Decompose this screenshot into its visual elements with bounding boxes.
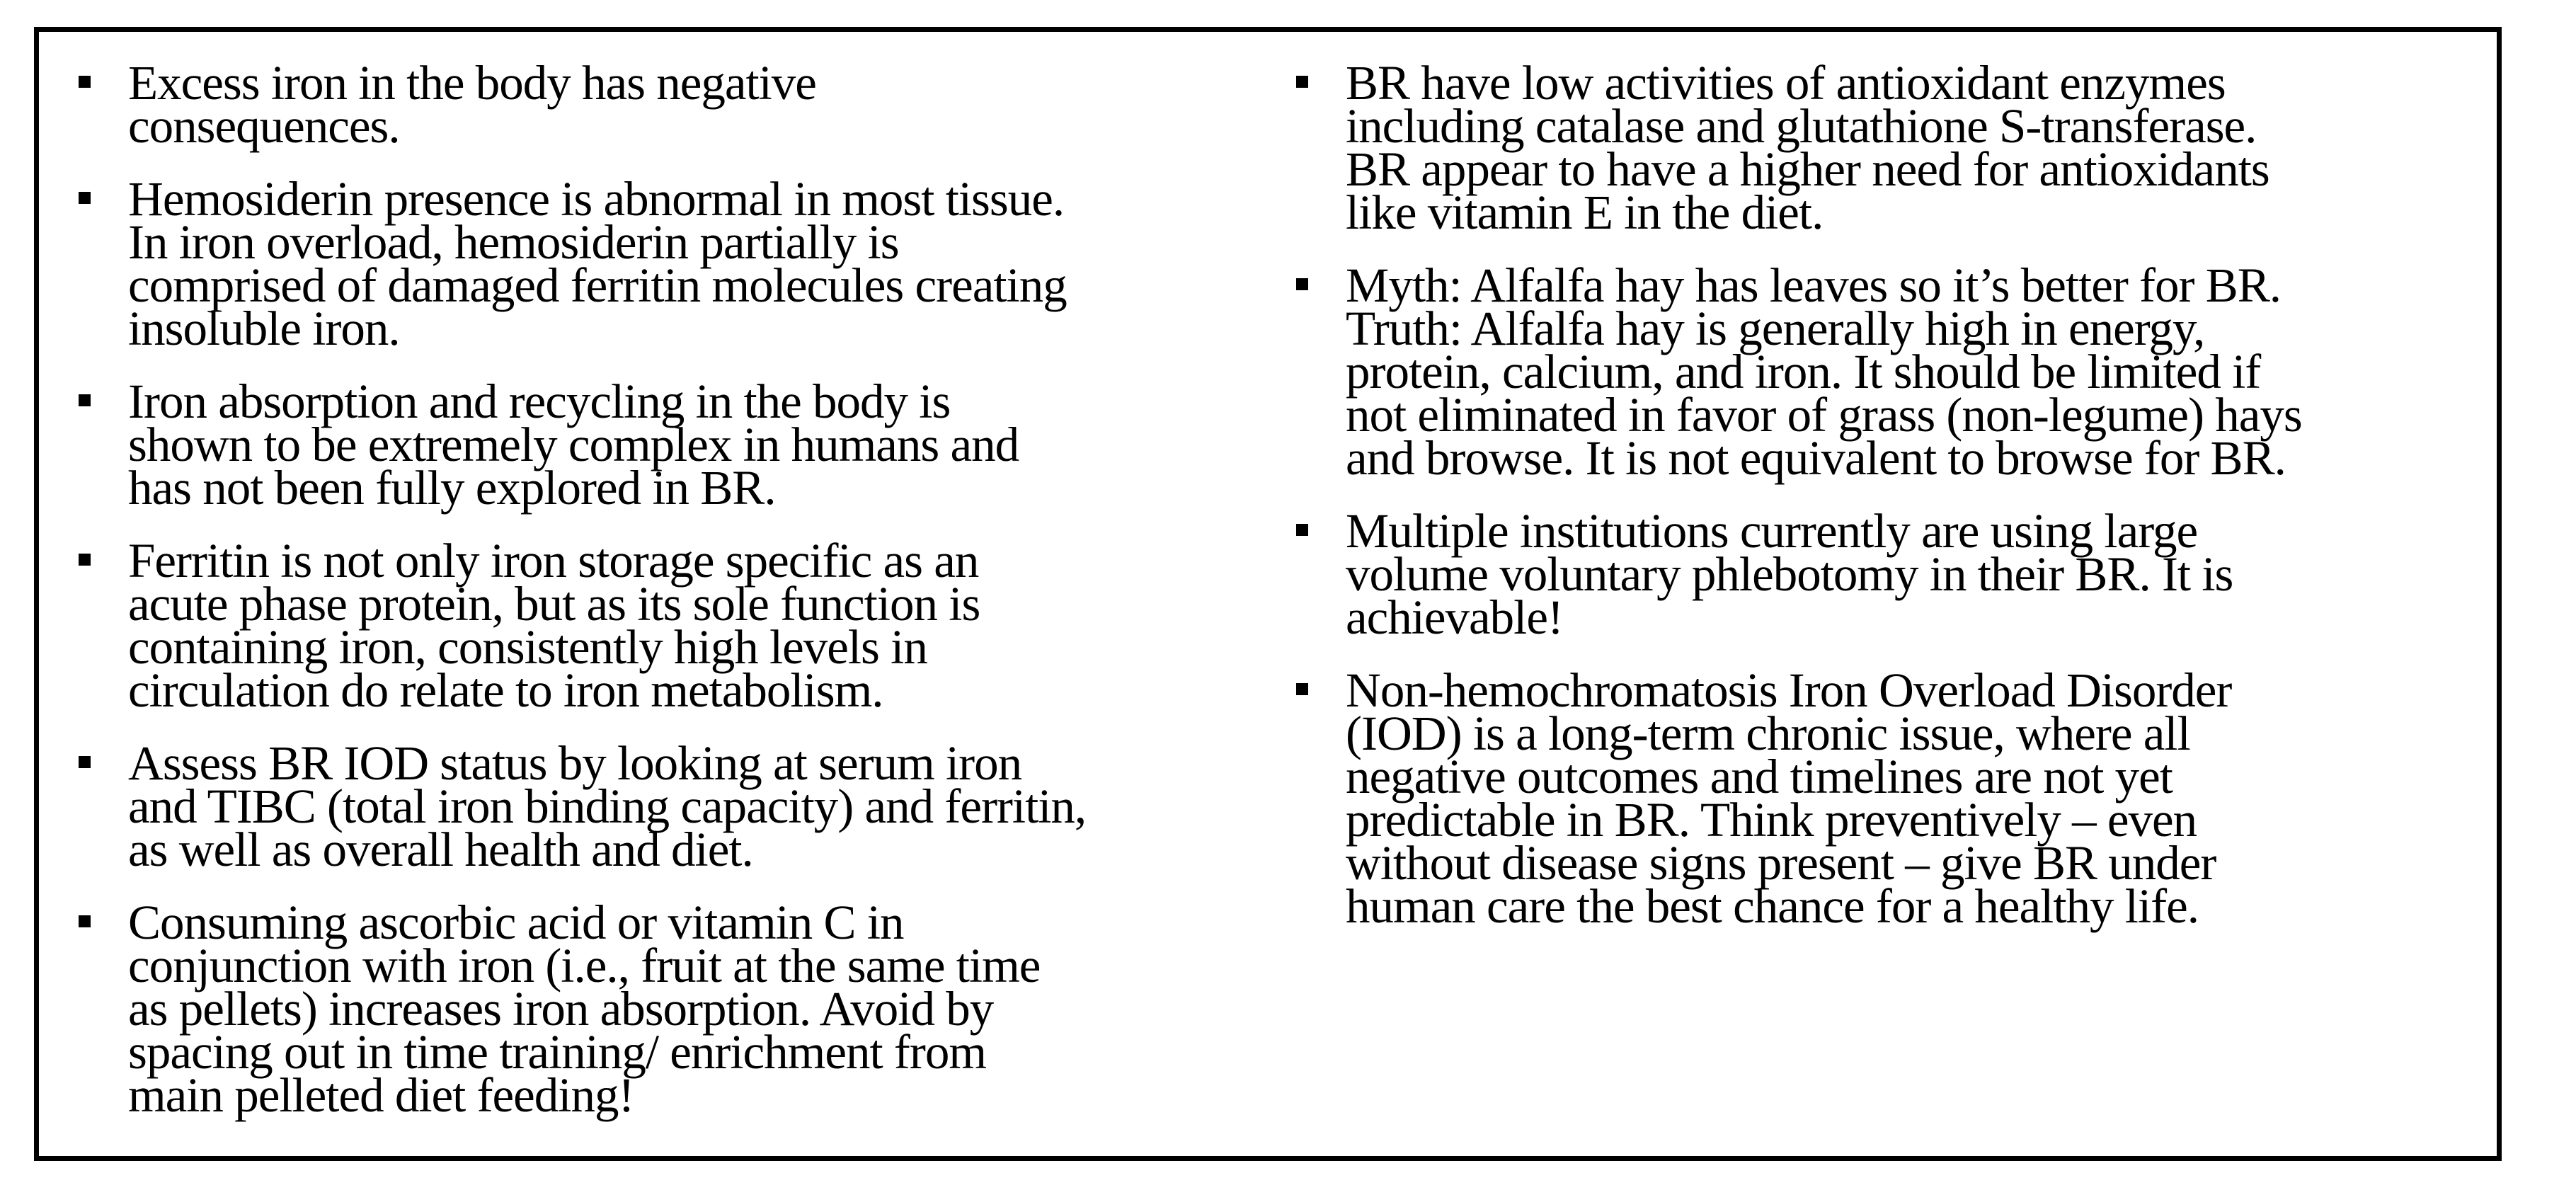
content-frame	[34, 27, 2502, 1161]
bullet-text: Multiple institutions currently are using large volume voluntary phlebotomy in their BR. It is achievable!	[1346, 504, 2233, 644]
list-item	[74, 172, 1327, 355]
list-item	[1292, 504, 2495, 644]
bullet-text: Hemosiderin presence is abnormal in most tissue. In iron overload, hemosiderin partially is comprised of damaged ferritin molecules creating insoluble iron.	[128, 172, 1067, 355]
square-bullet-icon	[79, 192, 91, 204]
square-bullet-icon	[1296, 524, 1308, 536]
square-bullet-icon	[1296, 278, 1308, 290]
bullet-text: Non-hemochromatosis Iron Overload Disorder (IOD) is a long-term chronic issue, where all negative outcomes and timelines are not yet predictable in BR. Think preventively – even without disease signs present – give BR under human care the best chance for a healthy life.	[1346, 663, 2232, 933]
list-item	[74, 374, 1327, 515]
list-item	[74, 736, 1327, 876]
bullet-text: Assess BR IOD status by looking at serum iron and TIBC (total iron binding capacity) and ferritin, as well as overall health and diet.	[128, 736, 1087, 876]
list-item	[1292, 56, 2495, 239]
square-bullet-icon	[79, 76, 91, 88]
bullet-text: Iron absorption and recycling in the body is shown to be extremely complex in humans and has not been fully explored in BR.	[128, 374, 1019, 515]
bullet-text: Myth: Alfalfa hay has leaves so it’s better for BR. Truth: Alfalfa hay is generally high in energy, protein, calcium, and iron. It should be limited if not eliminated in favor of grass (non-legume) hays and browse. It is not equivalent to browse for BR.	[1346, 258, 2302, 485]
list-item	[1292, 663, 2495, 933]
list-item	[74, 56, 1327, 153]
square-bullet-icon	[79, 394, 91, 406]
square-bullet-icon	[1296, 76, 1308, 88]
square-bullet-icon	[79, 756, 91, 768]
bullet-text: BR have low activities of antioxidant enzymes including catalase and glutathione S-transferase. BR appear to have a higher need for antioxidants like vitamin E in the diet.	[1346, 56, 2269, 239]
right-bullet-list	[1292, 56, 2495, 958]
bullet-text: Consuming ascorbic acid or vitamin C in conjunction with iron (i.e., fruit at the same time as pellets) increases iron absorption. Avoid by spacing out in time training/ enrichment from main pelleted diet feeding!	[128, 896, 1041, 1122]
square-bullet-icon	[1296, 683, 1308, 695]
bullet-text: Ferritin is not only iron storage specific as an acute phase protein, but as its sole function is containing iron, consistently high levels in circulation do relate to iron metabolism.	[128, 534, 980, 717]
square-bullet-icon	[79, 915, 91, 927]
list-item	[1292, 258, 2495, 485]
bullet-text: Excess iron in the body has negative consequences.	[128, 56, 816, 153]
list-item	[74, 896, 1327, 1122]
left-bullet-list	[74, 56, 1327, 1147]
square-bullet-icon	[79, 554, 91, 566]
list-item	[74, 534, 1327, 717]
